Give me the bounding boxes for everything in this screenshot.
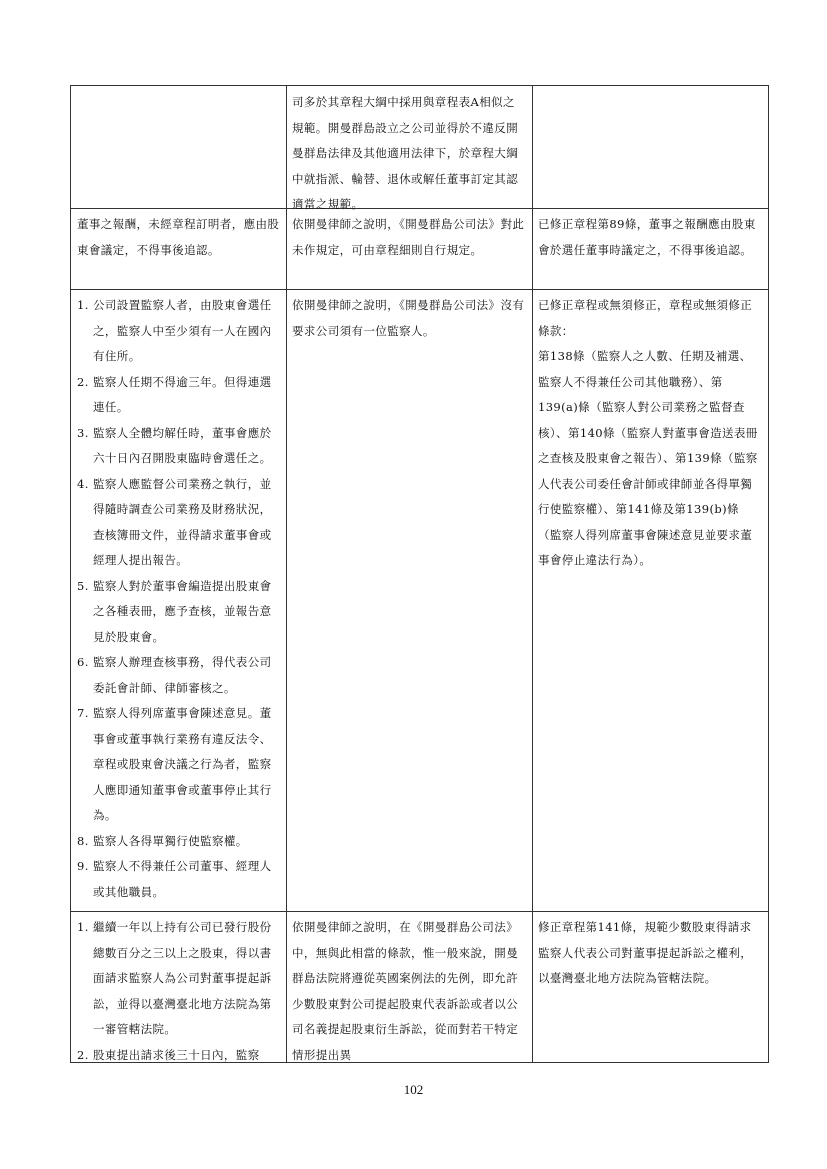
cell-text: 依開曼律師之說明，在《開曼群島公司法》中，無與此相當的條款，惟一般來說，開曼群島法院將遵從英國案例法的先例，即允許少數股東對公司提起股東代表訴訟或者以公司名義提起股東衍生訴訟，從而對若干特定情形提出異 bbox=[292, 920, 519, 1062]
list-item: 5. 監察人對於董事會編造提出股東會之各種表冊，應予查核，並報告意見於股東會。 bbox=[77, 578, 272, 644]
list-item: 4. 監察人應監督公司業務之執行，並得隨時調查公司業務及財務狀況，查核簿冊文件，並得請求董事會或經理人提出報告。 bbox=[77, 476, 272, 567]
cell-text: 董事之報酬，未經章程訂明者，應由股東會議定，不得事後追認。 bbox=[77, 217, 280, 257]
list-item: 9. 監察人不得兼任公司董事、經理人或其他職員。 bbox=[77, 859, 272, 899]
table-cell bbox=[71, 911, 286, 1062]
cell-text: 已修正章程第89條，董事之報酬應由股東會於選任董事時議定之，不得事後追認。 bbox=[538, 217, 756, 257]
cell-text: 第138條（監察人之人數、任期及補選、監察人不得兼任公司其他職務）、第139(a)條（監察人對公司業務之監督查核）、第140條（監察人對董事會造送表冊之查核及股東會之報告）、第139條（監察人代表公司委任會計師或律師並各得單獨行使監察權）、第141條及第139(b)條（監察人得列席董事會陳述意見並要求董事會停止違法行為）。 bbox=[538, 349, 758, 567]
list-item: 7. 監察人得列席董事會陳述意見。董事會或董事執行業務有違反法令、章程或股東會決議之行為者，監察人應即通知董事會或董事停止其行為。 bbox=[77, 706, 272, 822]
table-cell bbox=[286, 208, 532, 289]
table-cell bbox=[532, 86, 768, 208]
list-item: 6. 監察人辦理查核事務，得代表公司委託會計師、律師審核之。 bbox=[77, 655, 272, 695]
cell-text: 依開曼律師之說明，《開曼群島公司法》對此未作規定，可由章程細則自行規定。 bbox=[292, 217, 525, 257]
table-cell bbox=[286, 289, 532, 911]
table-cell bbox=[71, 86, 286, 208]
cell-text: 已修正章程或無須修正，章程或無須修正條款： bbox=[538, 298, 753, 338]
cell-text: 修正章程第141條，規範少數股東得請求監察人代表公司對董事提起訴訟之權利，以臺灣臺北地方法院為管轄法院。 bbox=[538, 920, 753, 985]
table-cell bbox=[286, 911, 532, 1062]
comparison-table bbox=[70, 85, 769, 1063]
cell-text: 司多於其章程大綱中採用與章程表A相似之規範。開曼群島設立之公司並得於不違反開曼群島法律及其他適用法律下，於章程大綱中就指派、輪替、退休或解任董事訂定其認適當之規範。 bbox=[292, 95, 519, 211]
table-cell bbox=[532, 911, 768, 1062]
list-item: 8. 監察人各得單獨行使監察權。 bbox=[77, 833, 248, 848]
table-cell bbox=[71, 208, 286, 289]
table-cell bbox=[532, 289, 768, 911]
list-item: 1. 公司設置監察人者，由股東會選任之，監察人中至少須有一人在國內有住所。 bbox=[77, 298, 272, 363]
table-cell bbox=[286, 86, 532, 211]
page-number: 102 bbox=[403, 1082, 424, 1097]
list-item: 3. 監察人全體均解任時，董事會應於六十日內召開股東臨時會選任之。 bbox=[77, 425, 272, 465]
table-cell bbox=[71, 289, 286, 911]
list-item: 2. 股東提出請求後三十日內，監察 bbox=[77, 1047, 260, 1062]
cell-text: 依開曼律師之說明，《開曼群島公司法》沒有要求公司須有一位監察人。 bbox=[292, 298, 525, 338]
table-cell bbox=[532, 208, 768, 289]
list-item: 1. 繼續一年以上持有公司已發行股份總數百分之三以上之股東，得以書面請求監察人為公司對董事提起訴訟，並得以臺灣臺北地方法院為第一審管轄法院。 bbox=[77, 920, 272, 1036]
list-item: 2. 監察人任期不得逾三年。但得連選連任。 bbox=[77, 374, 272, 414]
